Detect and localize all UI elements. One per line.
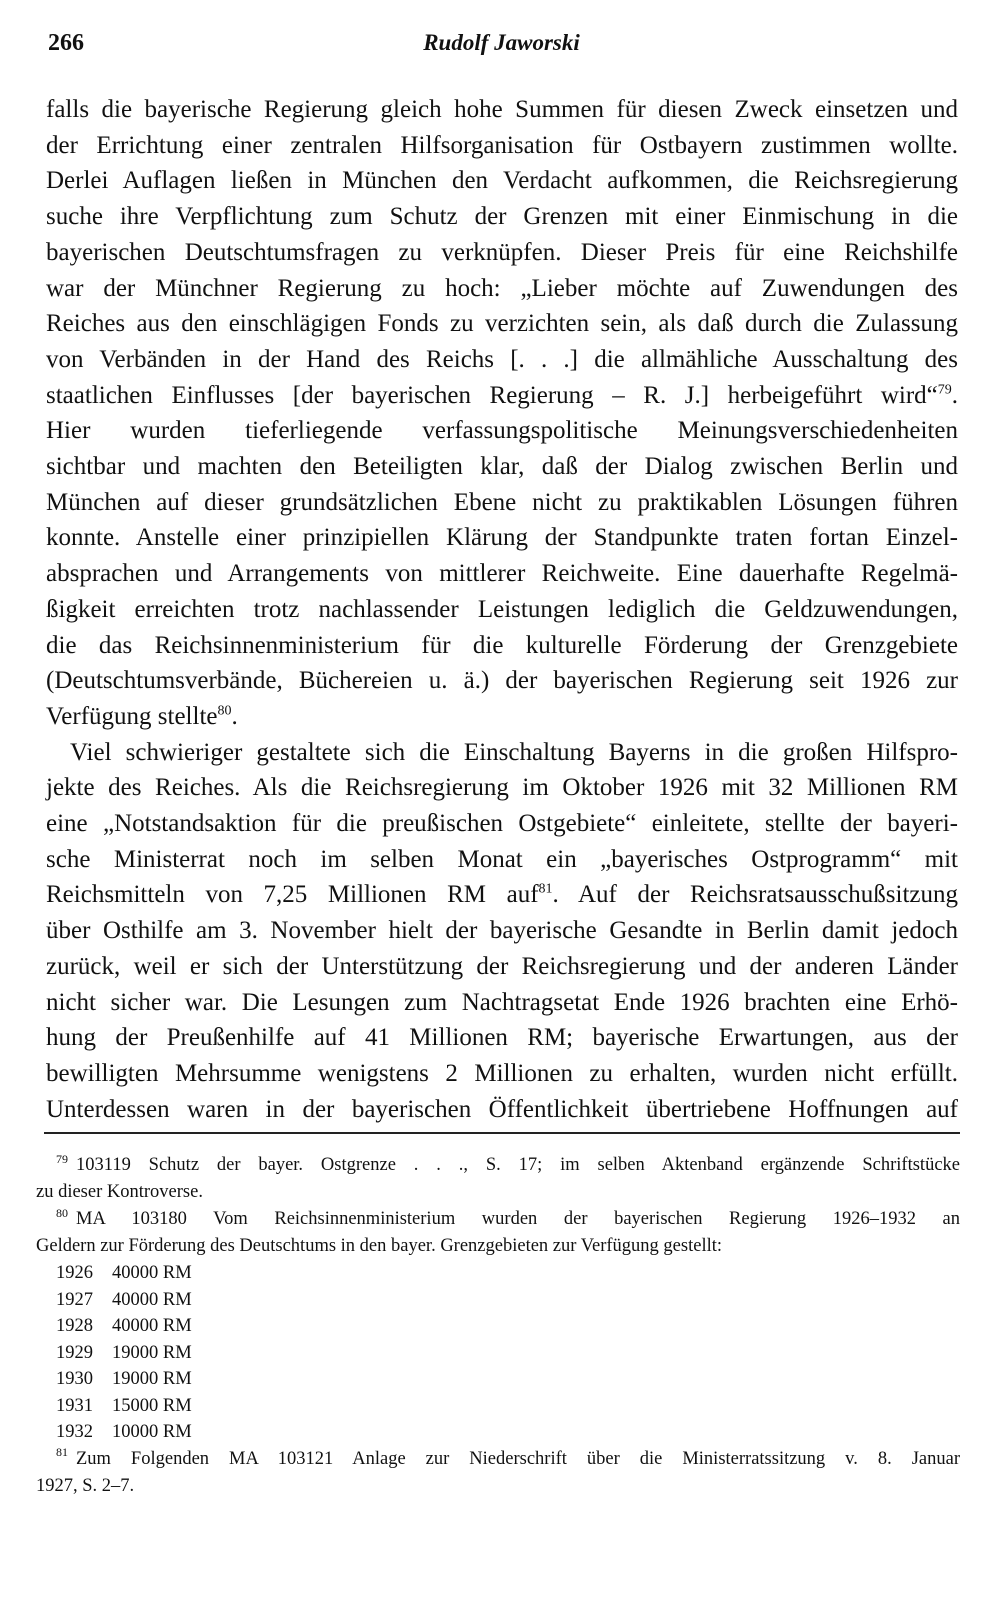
line-text: ßigkeit erreichten trotz nachlassender Leistungen lediglich die Geldzuwendungen, — [46, 595, 958, 623]
text-line — [46, 485, 958, 521]
text-line — [46, 1020, 958, 1056]
footnote-separator — [44, 1132, 960, 1134]
footnotes — [36, 1152, 960, 1500]
text-line — [46, 199, 958, 235]
footnote-reference: 80 — [217, 703, 232, 719]
table-row — [56, 1313, 960, 1340]
text-line — [46, 1056, 958, 1092]
text-line — [46, 556, 958, 592]
footnote-81 — [36, 1446, 960, 1473]
line-text: bewilligten Mehrsumme wenigstens 2 Millionen zu erhalten, wurden nicht erfüllt. — [46, 1059, 958, 1087]
line-text: war der Münchner Regierung zu hoch: „Lieber möchte auf Zuwendungen des — [46, 274, 958, 302]
text-line — [46, 163, 958, 199]
footnote-text: MA 103180 Vom Reichsinnenministerium wurden der bayerischen Regierung 1926–1932 an — [76, 1209, 960, 1229]
year-cell: 1932 — [56, 1422, 93, 1442]
line-text-continued: . — [951, 381, 958, 409]
year-cell: 1930 — [56, 1369, 93, 1389]
footnote-81-continuation: 1927, S. 2–7. — [36, 1475, 135, 1496]
line-text: der Errichtung einer zentralen Hilfsorganisation für Ostbayern zustimmen wollte. — [46, 131, 958, 159]
text-line — [46, 699, 958, 735]
footnote-79-continuation: zu dieser Kontroverse. — [36, 1182, 203, 1202]
text-line — [46, 128, 958, 164]
text-line — [46, 306, 958, 342]
footnote-80 — [36, 1206, 960, 1233]
body-text — [46, 92, 958, 1127]
page-header — [44, 22, 959, 62]
text-line — [46, 449, 958, 485]
line-text: Verfügung stellte — [46, 702, 218, 730]
line-text: falls die bayerische Regierung gleich hohe Summen für diesen Zweck einsetzen und — [46, 96, 958, 123]
footnote-number: 81 — [56, 1445, 68, 1460]
table-row — [56, 1340, 960, 1367]
line-text: hung der Preußenhilfe auf 41 Millionen RM; bayerische Erwartungen, aus der — [46, 1024, 958, 1052]
footnote-80-continuation: Geldern zur Förderung des Deutschtums in den bayer. Grenzgebieten zur Verfügung gestellt: — [36, 1236, 723, 1256]
footnote-79 — [36, 1152, 960, 1179]
text-line — [46, 663, 958, 699]
line-text: Reiches aus den einschlägigen Fonds zu verzichten sein, als daß durch die Zulassung — [46, 310, 958, 338]
text-line — [46, 949, 958, 985]
line-text: die das Reichsinnenministerium für die kulturelle Förderung der Grenzgebiete — [46, 631, 958, 659]
amount-cell: 15000 RM — [112, 1395, 192, 1416]
line-text: Hier wurden tieferliegende verfassungspolitische Meinungsverschiedenheiten — [46, 417, 958, 445]
line-text: nicht sicher war. Die Lesungen zum Nachtragsetat Ende 1926 brachten eine Erhö- — [46, 988, 958, 1016]
text-line — [46, 913, 958, 949]
line-text: München auf dieser grundsätzlichen Ebene nicht zu praktikablen Lösungen führen — [46, 488, 958, 516]
amount-cell: 19000 RM — [112, 1342, 192, 1363]
amount-cell: 10000 RM — [112, 1422, 192, 1442]
text-line — [46, 877, 958, 913]
page-number: 266 — [48, 30, 84, 56]
text-line — [46, 628, 958, 664]
amount-cell: 19000 RM — [112, 1369, 192, 1389]
text-line — [46, 770, 958, 806]
line-text: Derlei Auflagen ließen in München den Verdacht aufkommen, die Reichsregierung — [46, 167, 958, 195]
line-text: absprachen und Arrangements von mittlerer Reichweite. Eine dauerhafte Regelmä- — [46, 560, 958, 588]
text-line — [46, 735, 958, 771]
line-text: Unterdessen waren in der bayerischen Öffentlichkeit übertriebene Hoffnungen auf — [46, 1095, 958, 1123]
line-text-continued: . Auf der Reichsratsausschußsitzung — [552, 881, 958, 909]
footnote-number: 79 — [56, 1151, 68, 1166]
year-cell: 1927 — [56, 1289, 93, 1310]
table-row — [56, 1393, 960, 1420]
table-row — [56, 1366, 960, 1393]
text-line — [46, 592, 958, 628]
line-text-continued: . — [231, 702, 238, 730]
table-row — [56, 1287, 960, 1314]
text-line — [46, 806, 958, 842]
running-head: Rudolf Jaworski — [423, 30, 580, 55]
year-cell: 1929 — [56, 1342, 93, 1363]
footnote-number: 80 — [56, 1205, 68, 1220]
text-line — [46, 985, 958, 1021]
line-text: suche ihre Verpflichtung zum Schutz der Grenzen mit einer Einmischung in die — [46, 203, 958, 231]
footnote-text: Zum Folgenden MA 103121 Anlage zur Niederschrift über die Ministerratssitzung v. 8. Januar — [76, 1448, 960, 1469]
funding-table — [56, 1260, 960, 1446]
year-cell: 1928 — [56, 1316, 93, 1336]
year-cell: 1926 — [56, 1263, 93, 1283]
text-line — [46, 235, 958, 271]
text-line — [46, 1092, 958, 1128]
text-line — [46, 842, 958, 878]
text-line — [46, 413, 958, 449]
line-text: zurück, weil er sich der Unterstützung der Reichsregierung und der anderen Länder — [46, 952, 958, 980]
line-text: eine „Notstandsaktion für die preußischen Ostgebiete“ einleitete, stellte der bayeri- — [46, 810, 958, 838]
text-line — [46, 378, 958, 414]
line-text: von Verbänden in der Hand des Reichs [. . .] die allmähliche Ausschaltung des — [46, 345, 958, 373]
text-line — [46, 92, 958, 128]
footnote-text: 103119 Schutz der bayer. Ostgrenze . . ., S. 17; im selben Aktenband ergänzende Schriftstücke — [76, 1155, 960, 1175]
text-line — [46, 342, 958, 378]
line-text: staatlichen Einflusses [der bayerischen Regierung – R. J.] herbeigeführt wird“ — [46, 381, 938, 409]
line-text: bayerischen Deutschtumsfragen zu verknüpfen. Dieser Preis für eine Reichshilfe — [46, 238, 958, 266]
line-text: sichtbar und machten den Beteiligten klar, daß der Dialog zwischen Berlin und — [46, 453, 958, 481]
line-text: konnte. Anstelle einer prinzipiellen Klärung der Standpunkte traten fortan Einzel- — [46, 524, 958, 552]
amount-cell: 40000 RM — [112, 1263, 192, 1283]
table-row — [56, 1419, 960, 1446]
line-text: Viel schwieriger gestaltete sich die Einschaltung Bayerns in die großen Hilfspro- — [70, 738, 958, 766]
text-line — [46, 271, 958, 307]
line-text: jekte des Reiches. Als die Reichsregierung im Oktober 1926 mit 32 Millionen RM — [46, 774, 958, 802]
line-text: sche Ministerrat noch im selben Monat ein „bayerisches Ostprogramm“ mit — [46, 845, 958, 873]
table-row — [56, 1260, 960, 1287]
footnote-reference: 81 — [538, 882, 553, 898]
year-cell: 1931 — [56, 1395, 93, 1416]
amount-cell: 40000 RM — [112, 1289, 192, 1310]
amount-cell: 40000 RM — [112, 1316, 192, 1336]
line-text: Reichsmitteln von 7,25 Millionen RM auf — [46, 881, 539, 909]
text-line — [46, 520, 958, 556]
line-text: über Osthilfe am 3. November hielt der bayerische Gesandte in Berlin damit jedoch — [46, 917, 958, 945]
line-text: (Deutschtumsverbände, Büchereien u. ä.) der bayerischen Regierung seit 1926 zur — [46, 667, 958, 695]
footnote-reference: 79 — [937, 382, 952, 398]
